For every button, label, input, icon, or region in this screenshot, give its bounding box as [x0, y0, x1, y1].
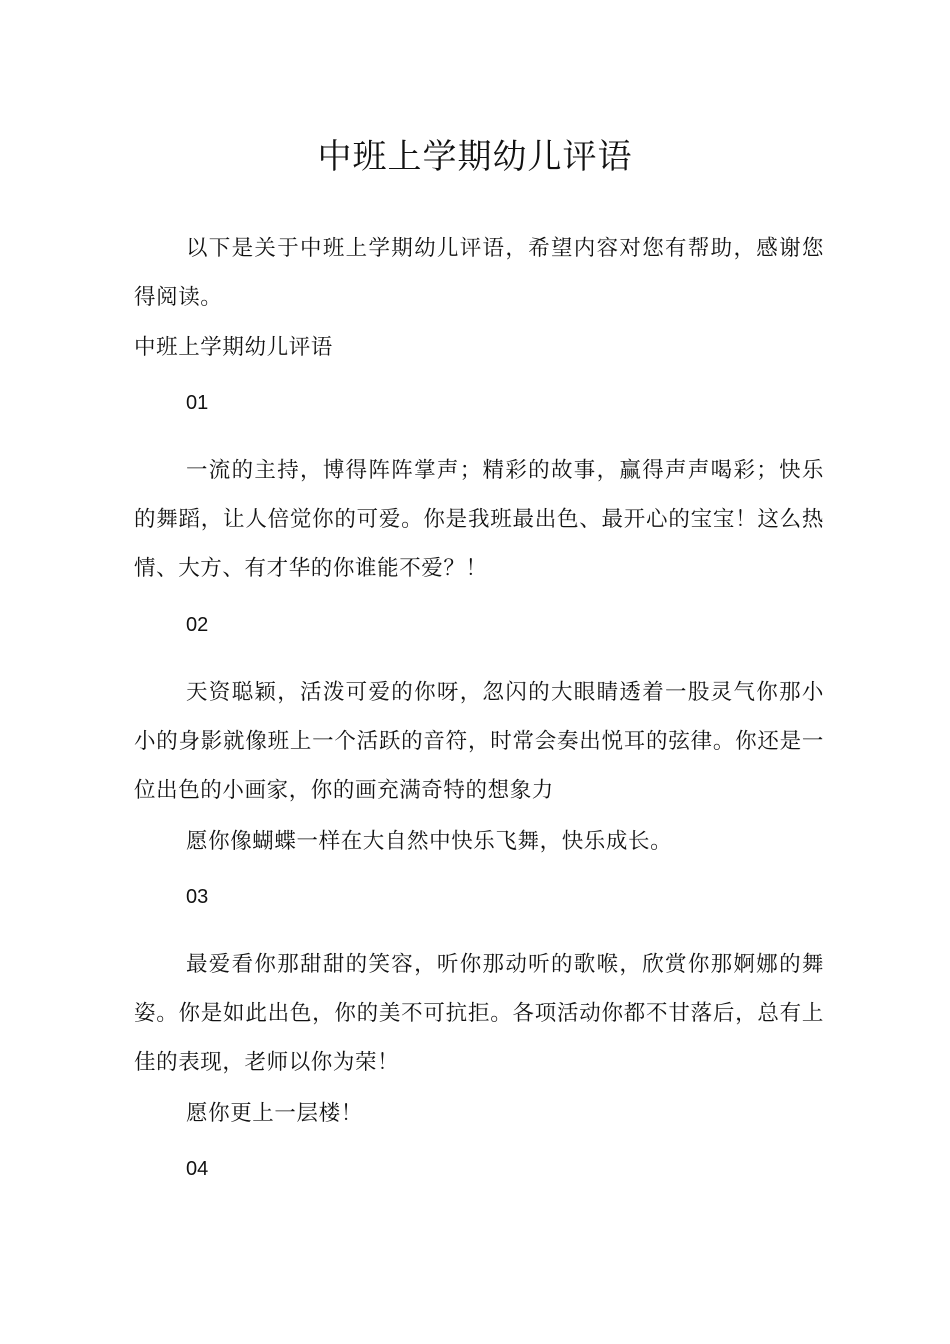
subheading: 中班上学期幼儿评语 — [134, 335, 333, 360]
section-01-paragraph-1: 一流的主持，博得阵阵掌声；精彩的故事，赢得声声喝彩；快乐的舞蹈，让人倍觉你的可爱。你是我班最出色、最开心的宝宝！这么热情、大方、有才华的你谁能不爱？！ — [134, 458, 824, 581]
section-number-04: 04 — [186, 1158, 209, 1180]
intro-paragraph: 以下是关于中班上学期幼儿评语，希望内容对您有帮助，感谢您得阅读。 — [134, 236, 824, 310]
section-number-02: 02 — [186, 614, 209, 636]
section-03-paragraph-1: 最爱看你那甜甜的笑容，听你那动听的歌喉，欣赏你那婀娜的舞姿。你是如此出色，你的美不可抗拒。各项活动你都不甘落后，总有上佳的表现，老师以你为荣！ — [134, 952, 824, 1075]
section-number-03: 03 — [186, 886, 209, 908]
section-02-paragraph-2: 愿你像蝴蝶一样在大自然中快乐飞舞，快乐成长。 — [186, 829, 673, 854]
page-title: 中班上学期幼儿评语 — [317, 137, 633, 177]
section-03-paragraph-2: 愿你更上一层楼！ — [186, 1101, 363, 1126]
section-02-paragraph-1: 天资聪颖，活泼可爱的你呀，忽闪的大眼睛透着一股灵气你那小小的身影就像班上一个活跃的音符，时常会奏出悦耳的弦律。你还是一位出色的小画家，你的画充满奇特的想象力 — [134, 680, 824, 803]
section-number-01: 01 — [186, 392, 209, 414]
